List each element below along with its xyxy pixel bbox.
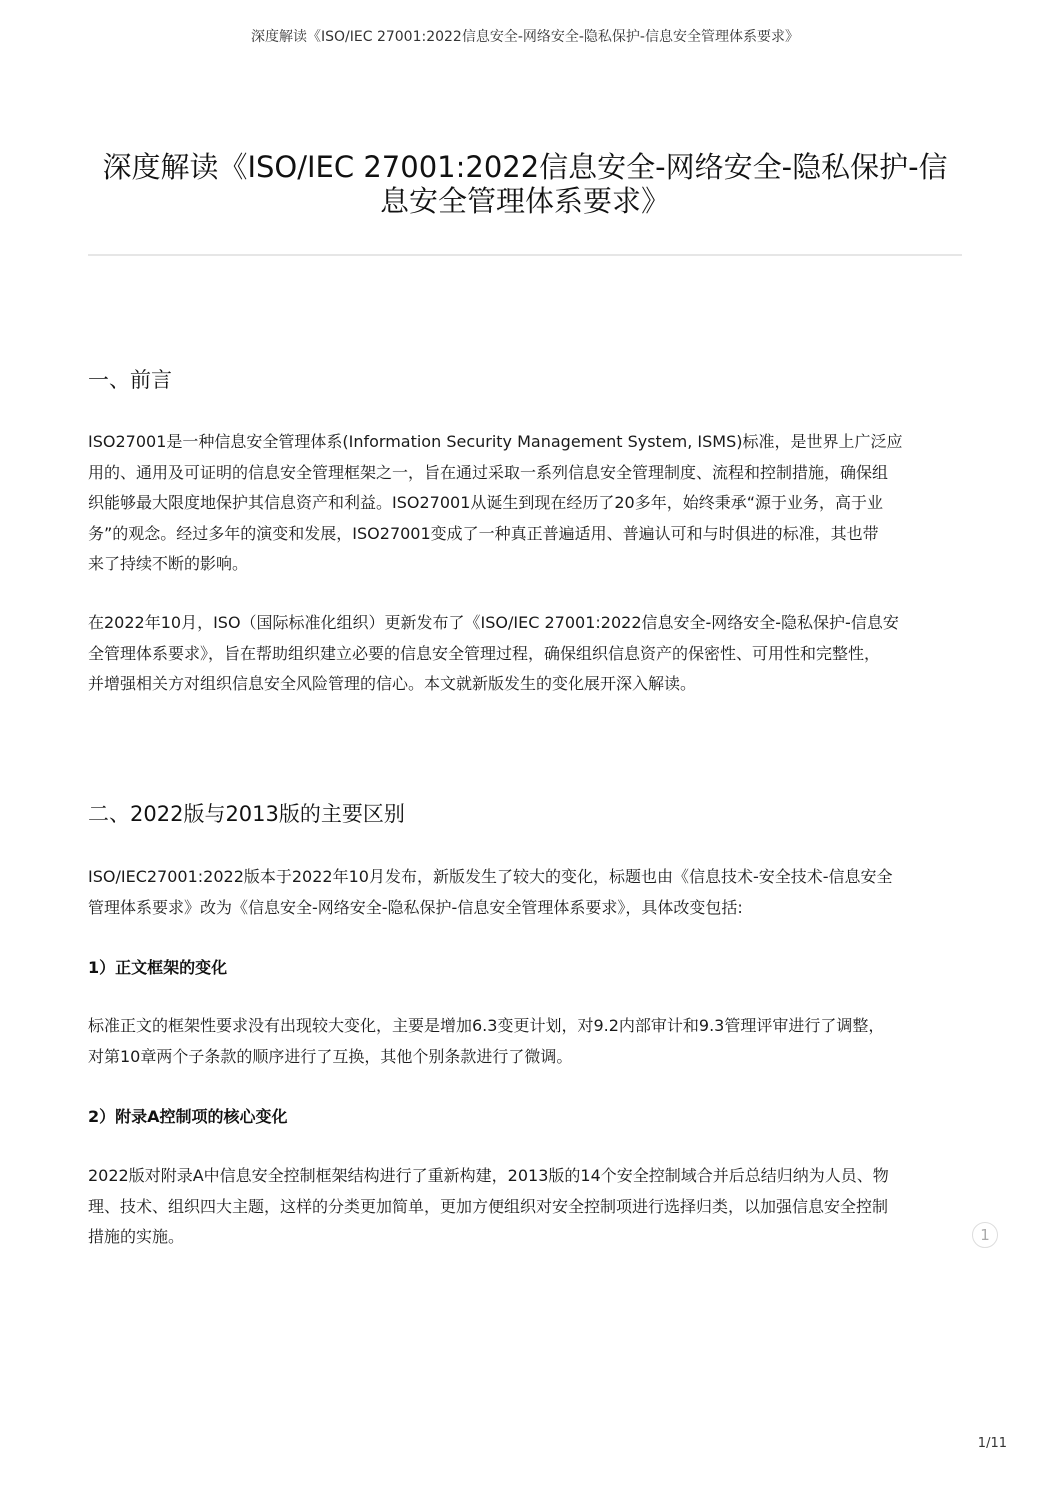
text-line: 在2022年10月，ISO（国际标准化组织）更新发布了《ISO/IEC 27001:2022信息安全-网络安全-隐私保护-信息安 [88,613,899,632]
paragraph-differences-intro [88,862,962,923]
text-line: 管理体系要求》改为《信息安全-网络安全-隐私保护-信息安全管理体系要求》，具体改变包括: [88,897,743,917]
paragraph-preface-1 [88,427,962,580]
title-line: 深度解读《ISO/IEC 27001:2022信息安全-网络安全-隐私保护-信 [102,150,948,184]
text-line: ISO27001是一种信息安全管理体系(Information Security Management System, ISMS)标准，是世界上广泛应 [88,432,903,451]
title-divider [88,254,962,256]
subheading-annex-a-change: 2）附录A控制项的核心变化 [88,1107,288,1126]
text-line: 全管理体系要求》，旨在帮助组织建立必要的信息安全管理过程，确保组织信息资产的保密性、可用性和完整性， [88,643,881,663]
paragraph-annex-a-change [88,1161,962,1253]
text-line: 标准正文的框架性要求没有出现较大变化，主要是增加6.3变更计划，对9.2内部审计和9.3管理评审进行了调整， [88,1016,885,1035]
document-title [88,150,962,218]
text-line: 2022版对附录A中信息安全控制框架结构进行了重新构建，2013版的14个安全控制域合并后总结归纳为人员、物 [88,1166,889,1185]
text-line: 并增强相关方对组织信息安全风险管理的信心。本文就新版发生的变化展开深入解读。 [88,674,697,693]
text-line: 务”的观念。经过多年的演变和发展，ISO27001变成了一种真正普遍适用、普遍认可和与时俱进的标准，其也带 [88,523,879,543]
section-heading-differences: 二、2022版与2013版的主要区别 [88,802,405,826]
text-line: 对第10章两个子条款的顺序进行了互换，其他个别条款进行了微调。 [88,1046,573,1066]
text-line: 来了持续不断的影响。 [88,554,249,573]
running-header: 深度解读《ISO/IEC 27001:2022信息安全-网络安全-隐私保护-信息安全管理体系要求》 [251,29,799,45]
text-line: 措施的实施。 [88,1227,185,1246]
title-line: 息安全管理体系要求》 [379,184,670,218]
text-line: 理、技术、组织四大主题，这样的分类更加简单，更加方便组织对安全控制项进行选择归类，以加强信息安全控制 [88,1196,889,1216]
section-heading-preface: 一、前言 [88,368,172,392]
page-counter: 1/11 [977,1436,1007,1451]
paragraph-framework-change [88,1011,962,1072]
text-line: ISO/IEC27001:2022版本于2022年10月发布，新版发生了较大的变化，标题也由《信息技术-安全技术-信息安全 [88,867,893,886]
subheading-framework-change: 1）正文框架的变化 [88,958,228,977]
paragraph-preface-2 [88,608,962,700]
page-number-badge: 1 [972,1222,998,1248]
text-line: 织能够最大限度地保护其信息资产和利益。ISO27001从诞生到现在经历了20多年，始终秉承“源于业务，高于业 [88,493,884,512]
text-line: 用的、通用及可证明的信息安全管理框架之一，旨在通过采取一系列信息安全管理制度、流程和控制措施，确保组 [88,462,889,482]
